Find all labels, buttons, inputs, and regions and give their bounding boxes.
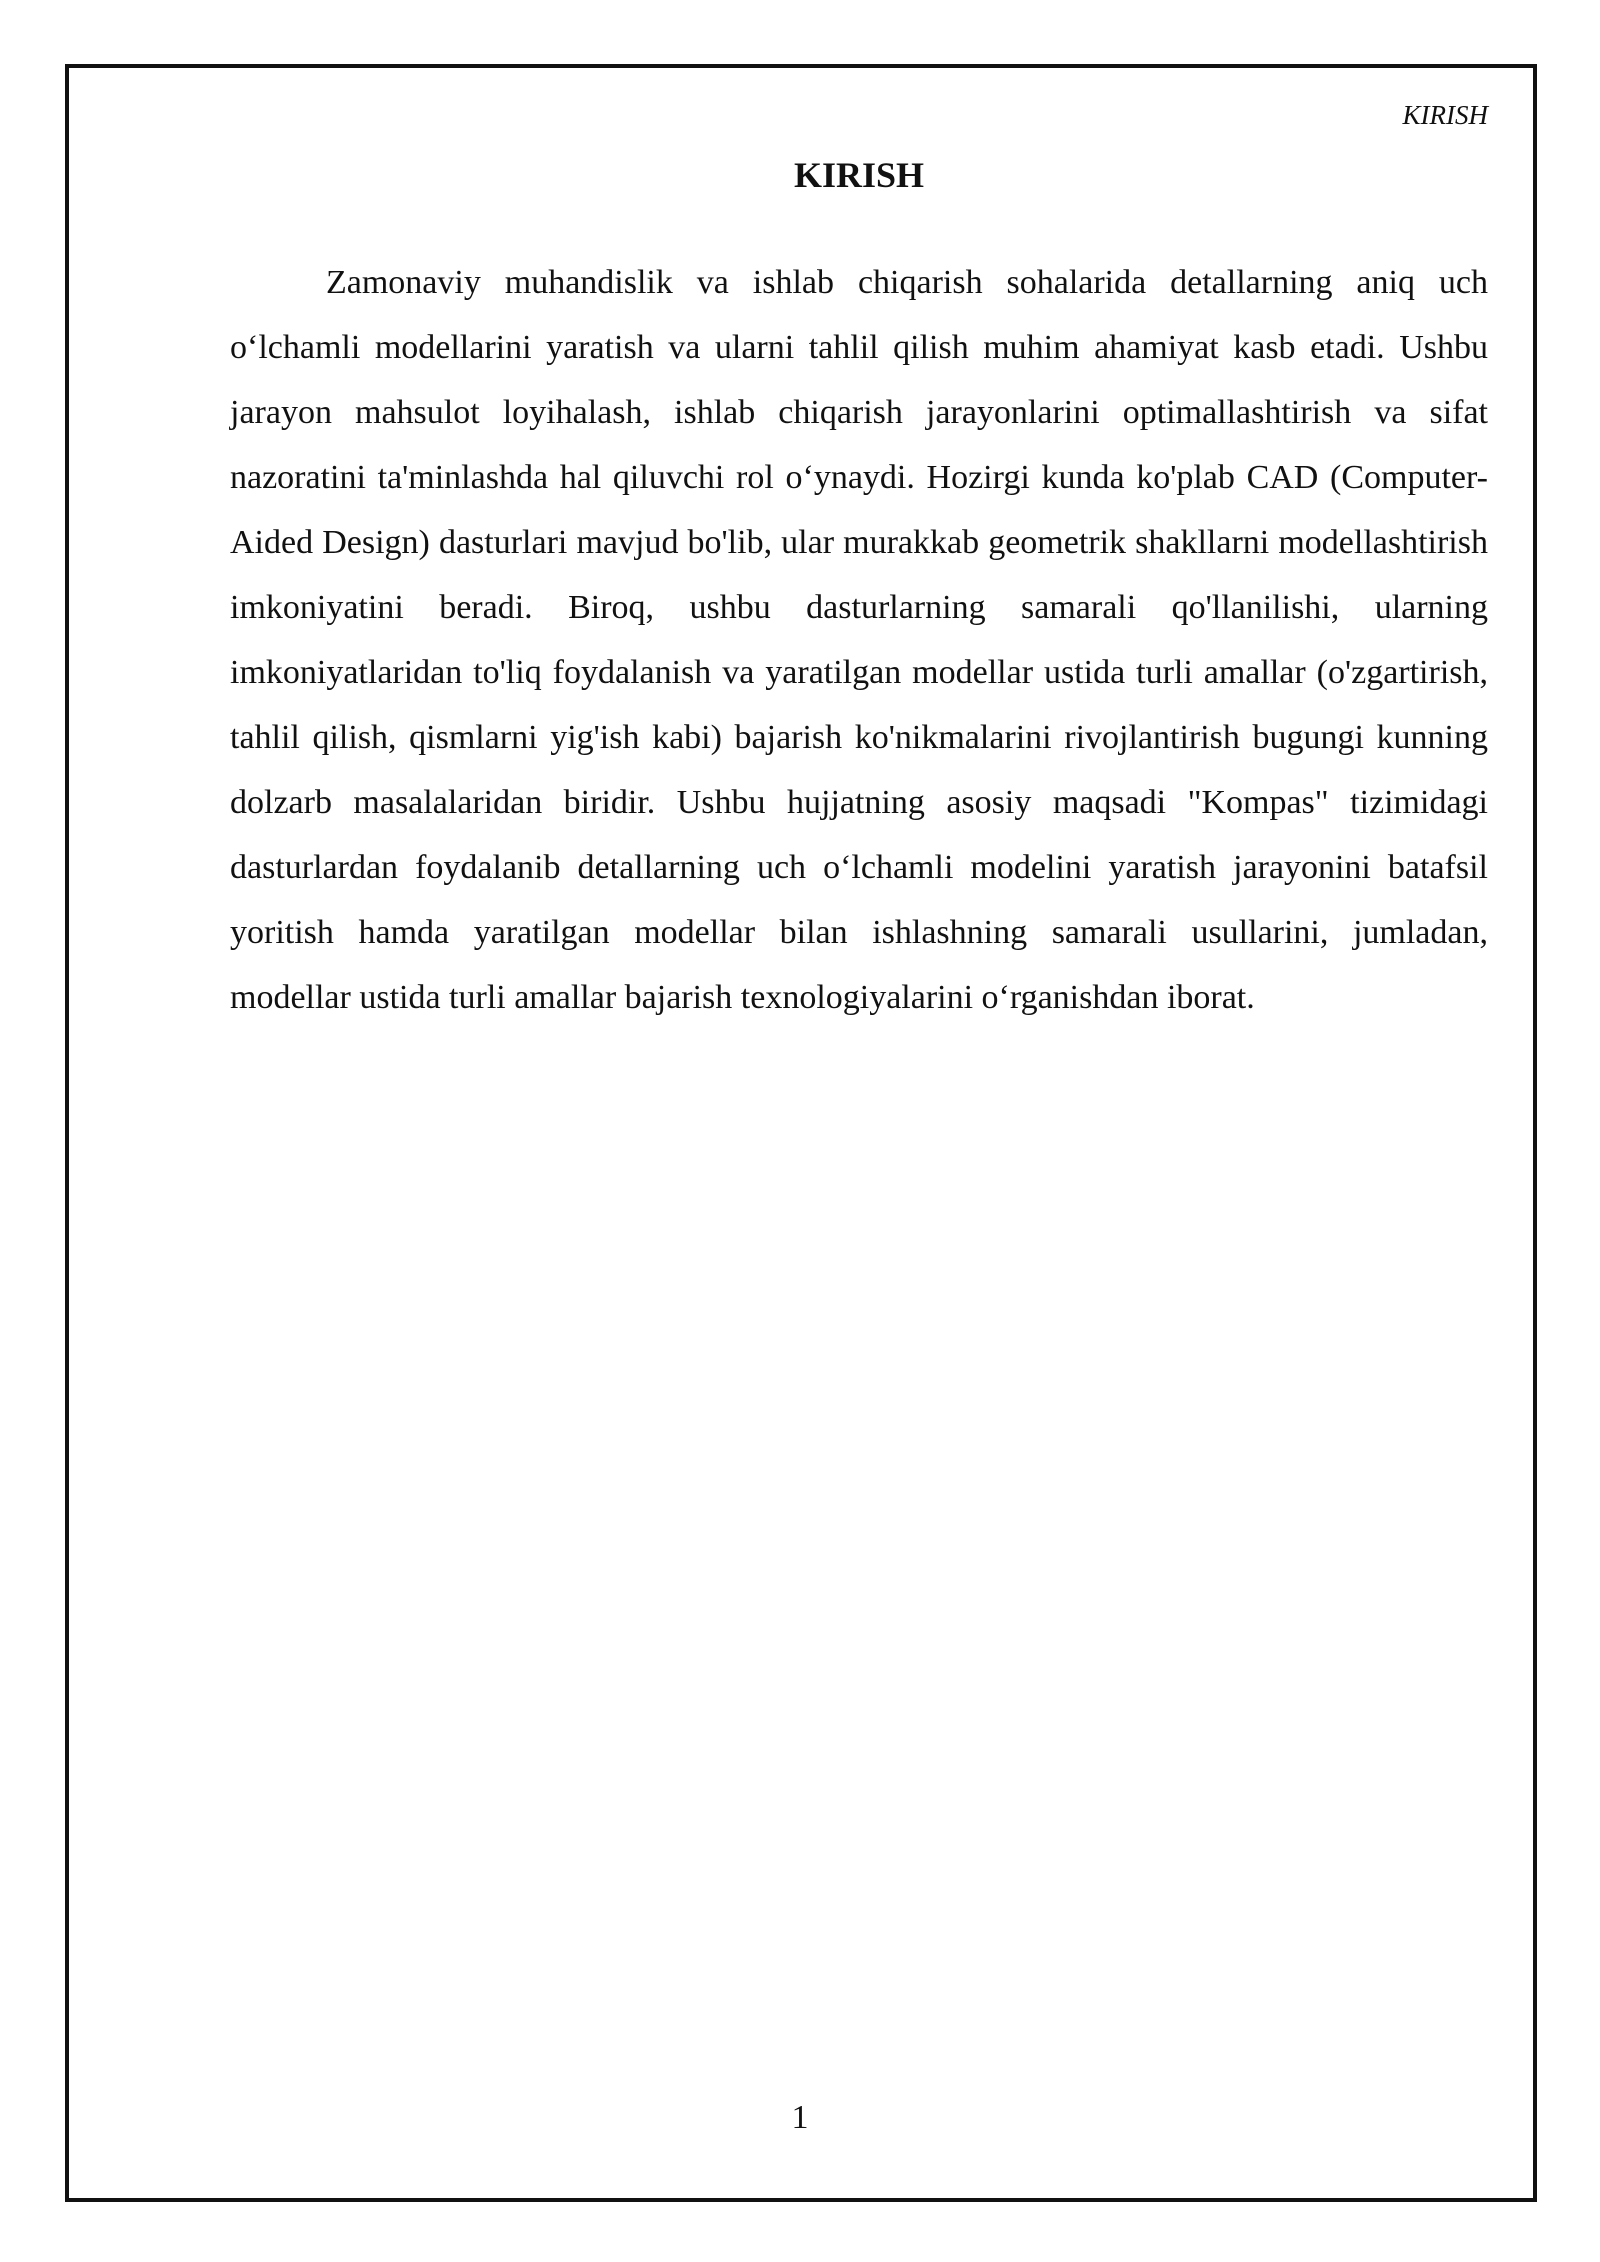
page-number: 1 bbox=[791, 2099, 809, 2136]
running-header: KIRISH bbox=[1402, 100, 1488, 130]
body-paragraph: Zamonaviy muhandislik va ishlab chiqarish sohalarida detallarning aniq uch o‘lchamli modellarini yaratish va ularni tahlil qilish muhim ahamiyat kasb etadi. Ushbu jarayon mahsulot loyihalash, ishlab chiqarish jarayonlarini optimallashtirish va sifat nazoratini ta'minlashda hal qiluvchi rol o‘ynaydi. Hozirgi kunda ko'plab CAD (Computer-Aided Design) dasturlari mavjud bo'lib, ular murakkab geometrik shakllarni modellashtirish imkoniyatini beradi. Biroq, ushbu dasturlarning samarali qo'llanilishi, ularning imkoniyatlaridan to'liq foydalanish va yaratilgan modellar ustida turli amallar (o'zgartirish, tahlil qilish, qismlarni yig'ish kabi) bajarish ko'nikmalarini rivojlantirish bugungi kunning dolzarb masalalaridan biridir. Ushbu hujjatning asosiy maqsadi "Kompas" tizimidagi dasturlardan foydalanib detallarning uch o‘lchamli modelini yaratish jarayonini batafsil yoritish hamda yaratilgan modellar bilan ishlashning samarali usullarini, jumladan, modellar ustida turli amallar bajarish texnologiyalarini o‘rganishdan iborat. bbox=[230, 264, 1488, 1016]
section-title: KIRISH bbox=[793, 155, 925, 195]
